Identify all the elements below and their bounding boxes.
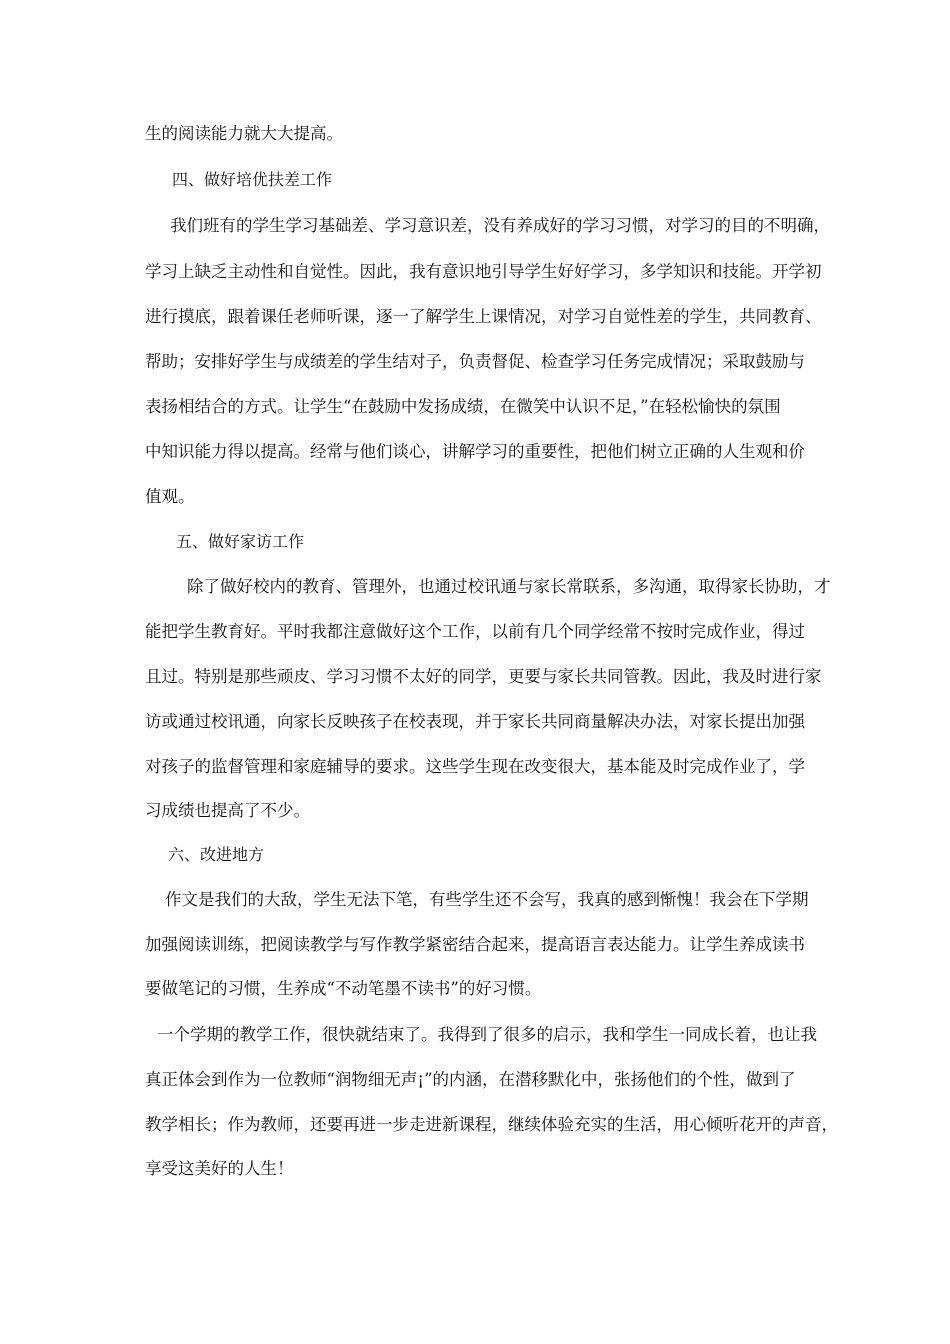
body-text-line: 学习上缺乏主动性和自觉性。因此，我有意识地引导学生好好学习，多学知识和技能。开学初 bbox=[145, 262, 822, 281]
body-text-line: 作文是我们的大敌，学生无法下笔，有些学生还不会写，我真的感到惭愧！我会在下学期 bbox=[165, 890, 809, 909]
section-heading-6: 六、改进地方 bbox=[168, 845, 265, 864]
body-text-line: 加强阅读训练，把阅读教学与写作教学紧密结合起来，提高语言表达能力。让学生养成读书 bbox=[145, 935, 805, 954]
body-text-line: 要做笔记的习惯，生养成“不动笔墨不读书”的好习惯。 bbox=[145, 979, 542, 998]
body-text-line: 值观。 bbox=[145, 487, 195, 506]
body-text-line: 习成绩也提高了不少。 bbox=[145, 801, 310, 820]
section-heading-5: 五、做好家访工作 bbox=[176, 532, 305, 551]
body-text-line: 真正体会到作为一位教师“润物细无声¡”的内涵，在潜移默化中，张扬他们的个性，做到了 bbox=[145, 1070, 796, 1089]
body-text-line: 表扬相结合的方式。让学生“在鼓励中发扬成绩，在微笑中认识不足，”在轻松愉快的氛围 bbox=[145, 397, 781, 416]
body-text-line: 中知识能力得以提高。经常与他们谈心，讲解学习的重要性，把他们树立正确的人生观和价 bbox=[145, 442, 805, 461]
body-text-line: 帮助；安排好学生与成绩差的学生结对子，负责督促、检查学习任务完成情况；采取鼓励与 bbox=[145, 352, 805, 371]
body-text-line: 一个学期的教学工作，很快就结束了。我得到了很多的启示，我和学生一同成长着，也让我 bbox=[157, 1025, 817, 1044]
section-heading-4: 四、做好培优扶差工作 bbox=[172, 170, 333, 189]
body-text-line: 我们班有的学生学习基础差、学习意识差，没有养成好的学习习惯，对学习的目的不明确， bbox=[170, 216, 830, 235]
body-text-line: 访或通过校讯通，向家长反映孩子在校表现，并于家长共同商量解决办法，对家长提出加强 bbox=[145, 712, 805, 731]
body-text-line: 对孩子的监督管理和家庭辅导的要求。这些学生现在改变很大，基本能及时完成作业了，学 bbox=[145, 757, 805, 776]
body-text-line: 且过。特别是那些顽皮、学习习惯不太好的同学，更要与家长共同管教。因此，我及时进行家 bbox=[145, 667, 822, 686]
body-text-line: 能把学生教育好。平时我都注意做好这个工作，以前有几个同学经常不按时完成作业，得过 bbox=[145, 622, 805, 641]
body-text-line: 生的阅读能力就大大提高。 bbox=[145, 124, 343, 143]
body-text-line: 进行摸底，跟着课任老师听课，逐一了解学生上课情况，对学习自觉性差的学生，共同教育、 bbox=[145, 307, 822, 326]
body-text-line: 享受这美好的人生！ bbox=[145, 1159, 294, 1178]
body-text-line: 教学相长；作为教师，还要再进一步走进新课程，继续体验充实的生活，用心倾听花开的声音， bbox=[145, 1115, 838, 1134]
body-text-line: 除了做好校内的教育、管理外，也通过校讯通与家长常联系，多沟通，取得家长协助，才 bbox=[187, 577, 831, 596]
